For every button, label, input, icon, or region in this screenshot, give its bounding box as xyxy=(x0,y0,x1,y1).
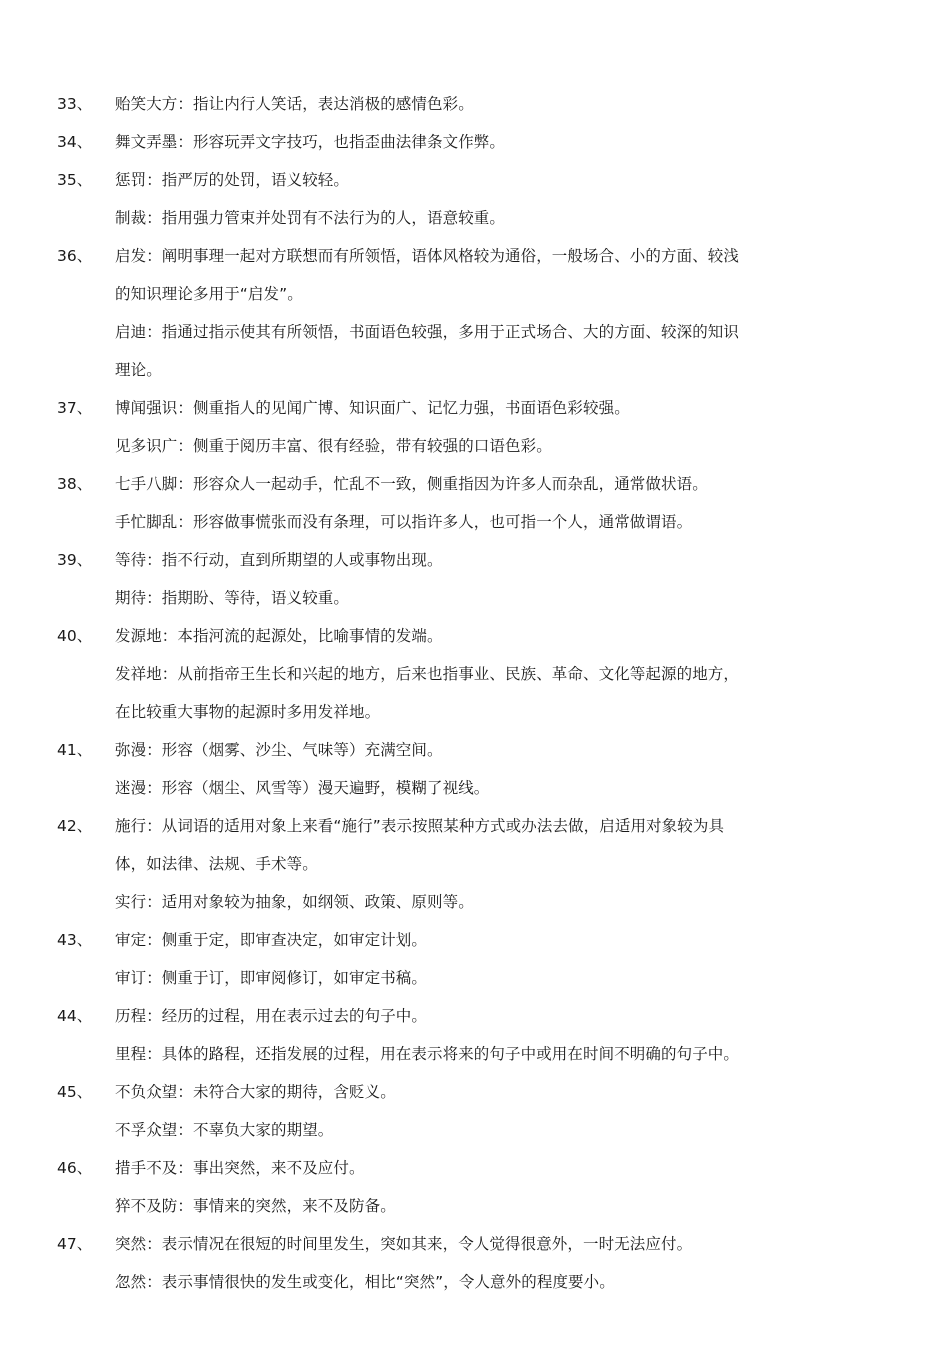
entry-line: 突然：表示情况在很短的时间里发生，突如其来，令人觉得很意外，一时无法应付。 xyxy=(115,1235,693,1253)
entry-line: 在比较重大事物的起源时多用发祥地。 xyxy=(115,703,381,721)
entry-number: 36、 xyxy=(57,247,93,265)
entry xyxy=(0,1149,950,1225)
entry-number: 33、 xyxy=(57,95,93,113)
entry xyxy=(0,731,950,807)
entry-line: 审订：侧重于订，即审阅修订，如审定书稿。 xyxy=(115,969,428,987)
entry xyxy=(0,617,950,731)
entry-line: 手忙脚乱：形容做事慌张而没有条理，可以指许多人，也可指一个人，通常做谓语。 xyxy=(115,513,693,531)
entry-line: 不负众望：未符合大家的期待，含贬义。 xyxy=(115,1083,396,1101)
entry xyxy=(0,161,950,237)
entry-number: 47、 xyxy=(57,1235,93,1253)
entry xyxy=(0,997,950,1073)
entry-line: 发祥地：从前指帝王生长和兴起的地方，后来也指事业、民族、革命、文化等起源的地方， xyxy=(115,665,740,683)
entry xyxy=(0,1073,950,1149)
entry-line: 体，如法律、法规、手术等。 xyxy=(115,855,318,873)
entry xyxy=(0,921,950,997)
entry-number: 35、 xyxy=(57,171,93,189)
entry xyxy=(0,1225,950,1301)
entry-number: 42、 xyxy=(57,817,93,835)
entry-line: 七手八脚：形容众人一起动手，忙乱不一致，侧重指因为许多人而杂乱，通常做状语。 xyxy=(115,475,708,493)
entry-line: 启发：阐明事理一起对方联想而有所领悟，语体风格较为通俗，一般场合、小的方面、较浅 xyxy=(115,247,740,265)
entry-number: 43、 xyxy=(57,931,93,949)
entry-line: 理论。 xyxy=(115,361,162,379)
entry-line: 等待：指不行动，直到所期望的人或事物出现。 xyxy=(115,551,443,569)
entry xyxy=(0,85,950,123)
entry-line: 的知识理论多用于“启发”。 xyxy=(115,285,303,303)
entry-line: 贻笑大方：指让内行人笑话，表达消极的感情色彩。 xyxy=(115,95,474,113)
entry-number: 41、 xyxy=(57,741,93,759)
entry-line: 措手不及：事出突然，来不及应付。 xyxy=(115,1159,365,1177)
entry-number: 34、 xyxy=(57,133,93,151)
entry-number: 37、 xyxy=(57,399,93,417)
entry-line: 忽然：表示事情很快的发生或变化，相比“突然”，令人意外的程度要小。 xyxy=(115,1273,615,1291)
entry-line: 实行：适用对象较为抽象，如纲领、政策、原则等。 xyxy=(115,893,474,911)
entry xyxy=(0,389,950,465)
entry xyxy=(0,807,950,921)
entry-line: 历程：经历的过程，用在表示过去的句子中。 xyxy=(115,1007,428,1025)
document-page xyxy=(0,85,950,1301)
entry-line: 迷漫：形容（烟尘、风雪等）漫天遍野，模糊了视线。 xyxy=(115,779,490,797)
entry-number: 40、 xyxy=(57,627,93,645)
entry xyxy=(0,237,950,389)
entry-number: 46、 xyxy=(57,1159,93,1177)
entry-number: 38、 xyxy=(57,475,93,493)
entry xyxy=(0,541,950,617)
entry-line: 里程：具体的路程，还指发展的过程，用在表示将来的句子中或用在时间不明确的句子中。 xyxy=(115,1045,740,1063)
entry xyxy=(0,465,950,541)
entry-line: 发源地：本指河流的起源处，比喻事情的发端。 xyxy=(115,627,443,645)
entry-line: 不孚众望：不辜负大家的期望。 xyxy=(115,1121,334,1139)
entry-line: 弥漫：形容（烟雾、沙尘、气味等）充满空间。 xyxy=(115,741,443,759)
entry-line: 启迪：指通过指示使其有所领悟，书面语色较强，多用于正式场合、大的方面、较深的知识 xyxy=(115,323,740,341)
entry-line: 惩罚：指严厉的处罚，语义较轻。 xyxy=(115,171,350,189)
entry-line: 审定：侧重于定，即审查决定，如审定计划。 xyxy=(115,931,428,949)
entry-line: 制裁：指用强力管束并处罚有不法行为的人，语意较重。 xyxy=(115,209,506,227)
entry-line: 施行：从词语的适用对象上来看“施行”表示按照某种方式或办法去做，启适用对象较为具 xyxy=(115,817,725,835)
entry-number: 39、 xyxy=(57,551,93,569)
entry-line: 舞文弄墨：形容玩弄文字技巧，也指歪曲法律条文作弊。 xyxy=(115,133,506,151)
entry-line: 期待：指期盼、等待，语义较重。 xyxy=(115,589,350,607)
entry-line: 博闻强识：侧重指人的见闻广博、知识面广、记忆力强，书面语色彩较强。 xyxy=(115,399,630,417)
entry-line: 猝不及防：事情来的突然，来不及防备。 xyxy=(115,1197,396,1215)
entry-number: 44、 xyxy=(57,1007,93,1025)
entry xyxy=(0,123,950,161)
entry-number: 45、 xyxy=(57,1083,93,1101)
entry-line: 见多识广：侧重于阅历丰富、很有经验，带有较强的口语色彩。 xyxy=(115,437,552,455)
